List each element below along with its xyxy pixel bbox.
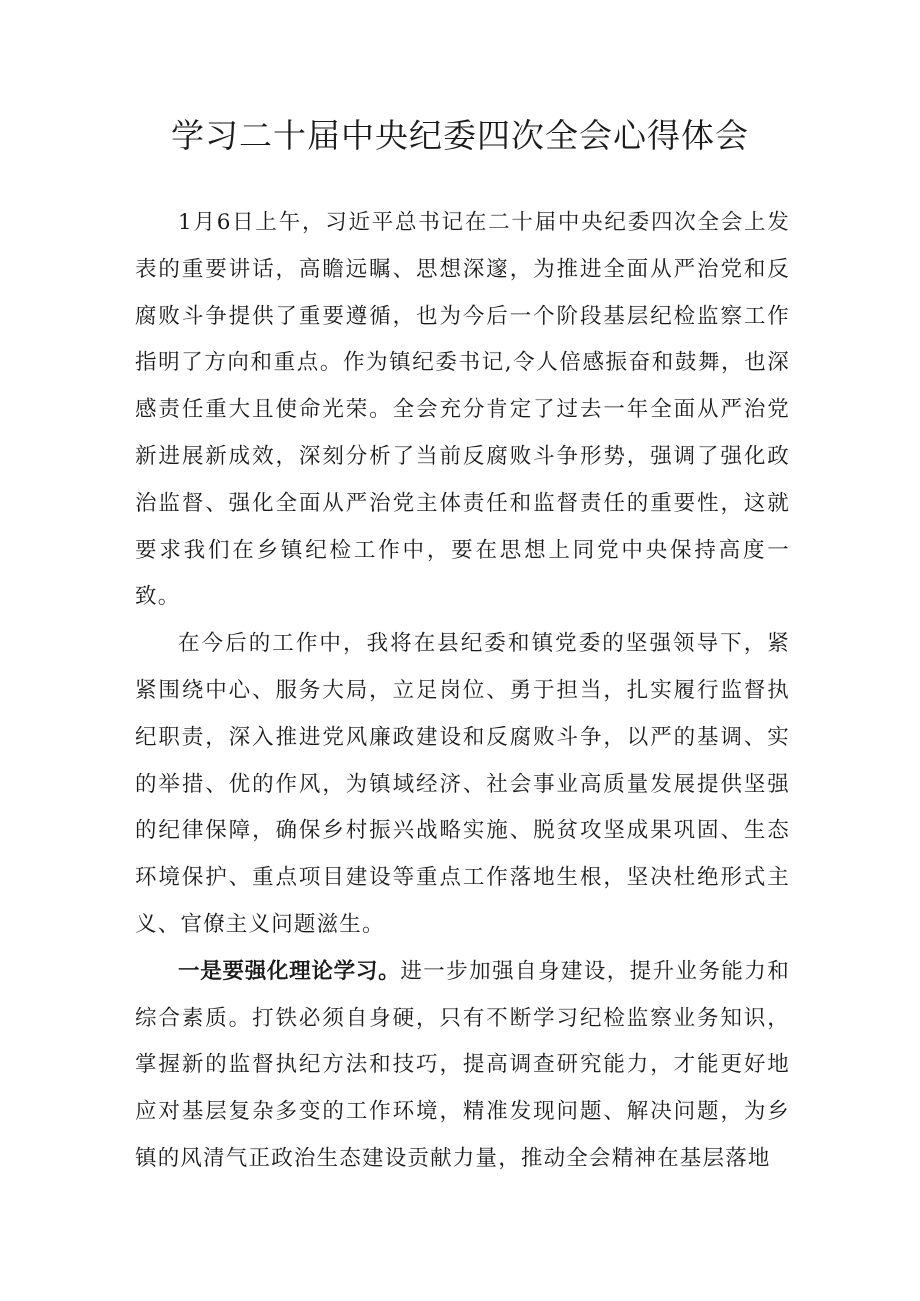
paragraph-3-text: 进一步加强自身建设，提升业务能力和综合素质。打铁必须自身硬，只有不断学习纪检监察业务知识，掌握新的监督执纪方法和技巧，提高调查研究能力，才能更好地应对基层复杂多变的工作环境，精准发现问题、解决问题，为乡镇的风清气正政治生态建设贡献力量，推动全会精神在基层落地: [135, 958, 790, 1171]
paragraph-3: [135, 949, 790, 1183]
document-title: 学习二十届中央纪委四次全会心得体会: [171, 116, 749, 155]
paragraph-2-text: 在今后的工作中，我将在县纪委和镇党委的坚强领导下，紧紧围绕中心、服务大局，立足岗位、勇于担当，扎实履行监督执纪职责，深入推进党风廉政建设和反腐败斗争，以严的基调、实的举措、优的作风，为镇域经济、社会事业高质量发展提供坚强的纪律保障，确保乡村振兴战略实施、脱贫攻坚成果巩固、生态环境保护、重点项目建设等重点工作落地生根，坚决杜绝形式主义、官僚主义问题滋生。: [135, 631, 790, 937]
paragraph-1: [135, 200, 790, 621]
paragraph-3-lead: 一是要强化理论学习。: [178, 958, 401, 984]
document-body: [135, 200, 790, 1183]
paragraph-1-text: 1月6日上午，习近平总书记在二十届中央纪委四次全会上发表的重要讲话，高瞻远瞩、思想深邃，为推进全面从严治党和反腐败斗争提供了重要遵循，也为今后一个阶段基层纪检监察工作指明了方向和重点。作为镇纪委书记,令人倍感振奋和鼓舞，也深感责任重大且使命光荣。全会充分肯定了过去一年全面从严治党新进展新成效，深刻分析了当前反腐败斗争形势，强调了强化政治监督、强化全面从严治党主体责任和监督责任的重要性，这就要求我们在乡镇纪检工作中，要在思想上同党中央保持高度一致。: [135, 210, 790, 610]
paragraph-2: [135, 621, 790, 949]
